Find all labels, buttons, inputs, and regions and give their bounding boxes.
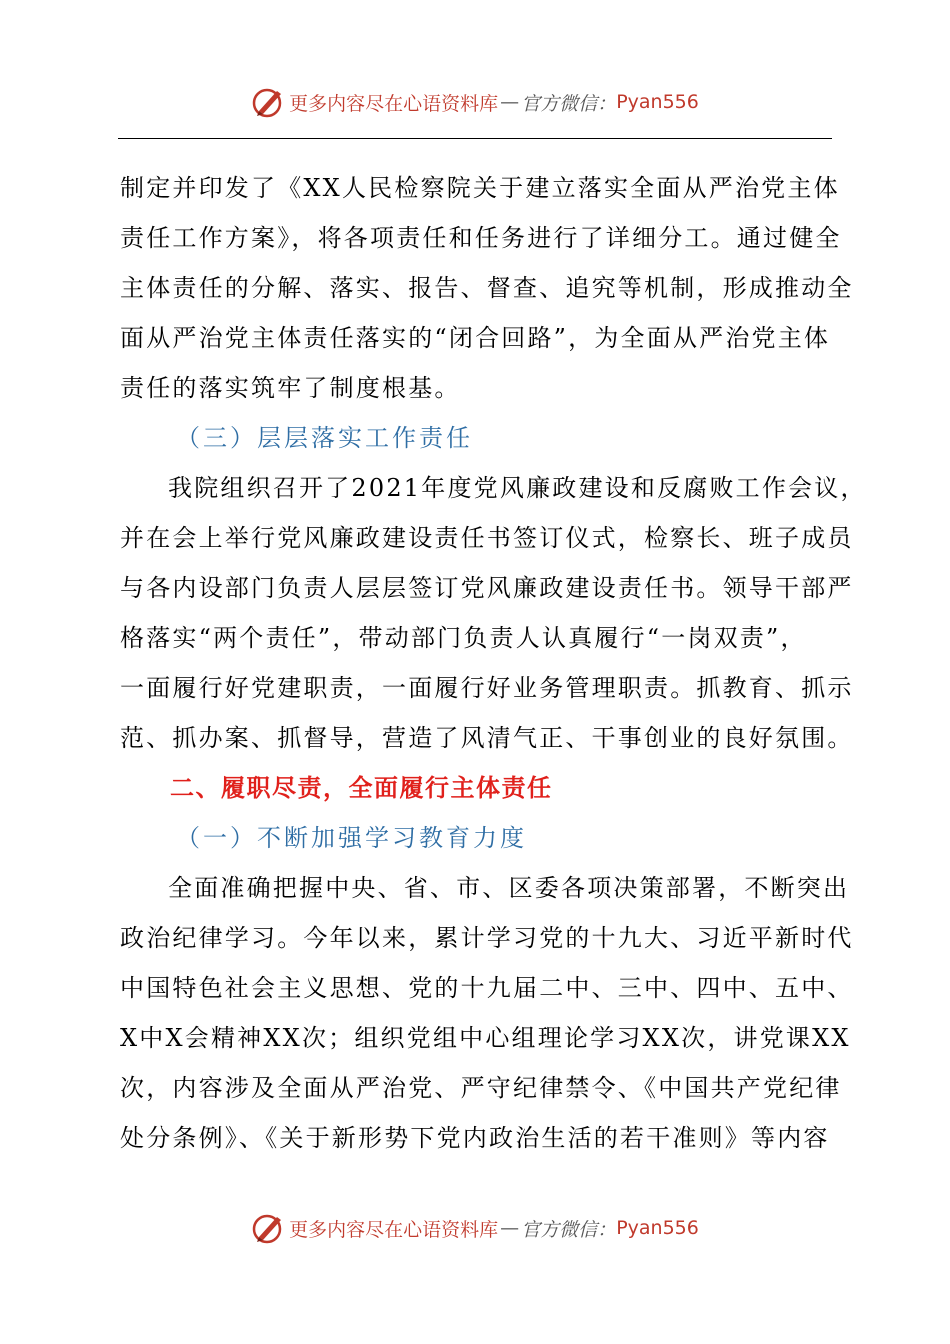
banner-text: 更多内容尽在心语资料库 [289, 1218, 499, 1241]
section-heading-2: 二、履职尽责，全面履行主体责任 [170, 774, 553, 802]
paragraph-line: 与各内设部门负责人层层签订党风廉政建设责任书。领导干部严 [120, 574, 854, 602]
header-banner [0, 82, 950, 122]
paragraph-line: 处分条例》、《关于新形势下党内政治生活的若干准则》等内容 [120, 1124, 830, 1152]
footer-banner [0, 1208, 950, 1248]
subheading-3: （三）层层落实工作责任 [176, 424, 473, 452]
paragraph-line: X中X会精神XX次；组织党组中心组理论学习XX次，讲党课XX [120, 1024, 851, 1052]
banner-dash: — [500, 1217, 520, 1239]
paragraph-line: 面从严治党主体责任落实的“闭合回路”，为全面从严治党主体 [120, 324, 831, 352]
paragraph-line: 政治纪律学习。今年以来，累计学习党的十九大、习近平新时代 [120, 924, 854, 952]
paragraph-line: 主体责任的分解、落实、报告、督查、追究等机制，形成推动全 [120, 274, 854, 302]
banner-wechat-id: Pyan556 [616, 91, 699, 113]
pen-logo-icon [251, 85, 285, 119]
subheading-1: （一）不断加强学习教育力度 [176, 824, 527, 852]
banner-text: 更多内容尽在心语资料库 [289, 92, 499, 115]
banner-wechat-label: 官方微信： [521, 92, 617, 115]
document-body [120, 163, 867, 1163]
paragraph-line: 格落实“两个责任”，带动部门负责人认真履行“一岗双责”， [120, 624, 807, 652]
paragraph-line: 中国特色社会主义思想、党的十九届二中、三中、四中、五中、 [120, 974, 854, 1002]
paragraph-line: 并在会上举行党风廉政建设责任书签订仪式，检察长、班子成员 [120, 524, 854, 552]
paragraph-line: 全面准确把握中央、省、市、区委各项决策部署，不断突出 [168, 874, 850, 902]
banner-wechat-id: Pyan556 [616, 1217, 699, 1239]
banner-wechat-label: 官方微信： [521, 1218, 617, 1241]
paragraph-line: 一面履行好党建职责，一面履行好业务管理职责。抓教育、抓示 [120, 674, 854, 702]
paragraph-line: 责任工作方案》，将各项责任和任务进行了详细分工。通过健全 [120, 224, 842, 252]
banner-dash: — [500, 91, 520, 113]
paragraph-line: 次，内容涉及全面从严治党、严守纪律禁令、《中国共产党纪律 [120, 1074, 842, 1102]
header-rule [118, 138, 832, 139]
paragraph-line: 责任的落实筑牢了制度根基。 [120, 374, 461, 402]
pen-logo-icon [251, 1211, 285, 1245]
paragraph-line: 范、抓办案、抓督导，营造了风清气正、干事创业的良好氛围。 [120, 724, 854, 752]
paragraph-line: 制定并印发了《XX人民检察院关于建立落实全面从严治党主体 [120, 174, 840, 202]
paragraph-line: 我院组织召开了2021年度党风廉政建设和反腐败工作会议， [168, 474, 867, 502]
